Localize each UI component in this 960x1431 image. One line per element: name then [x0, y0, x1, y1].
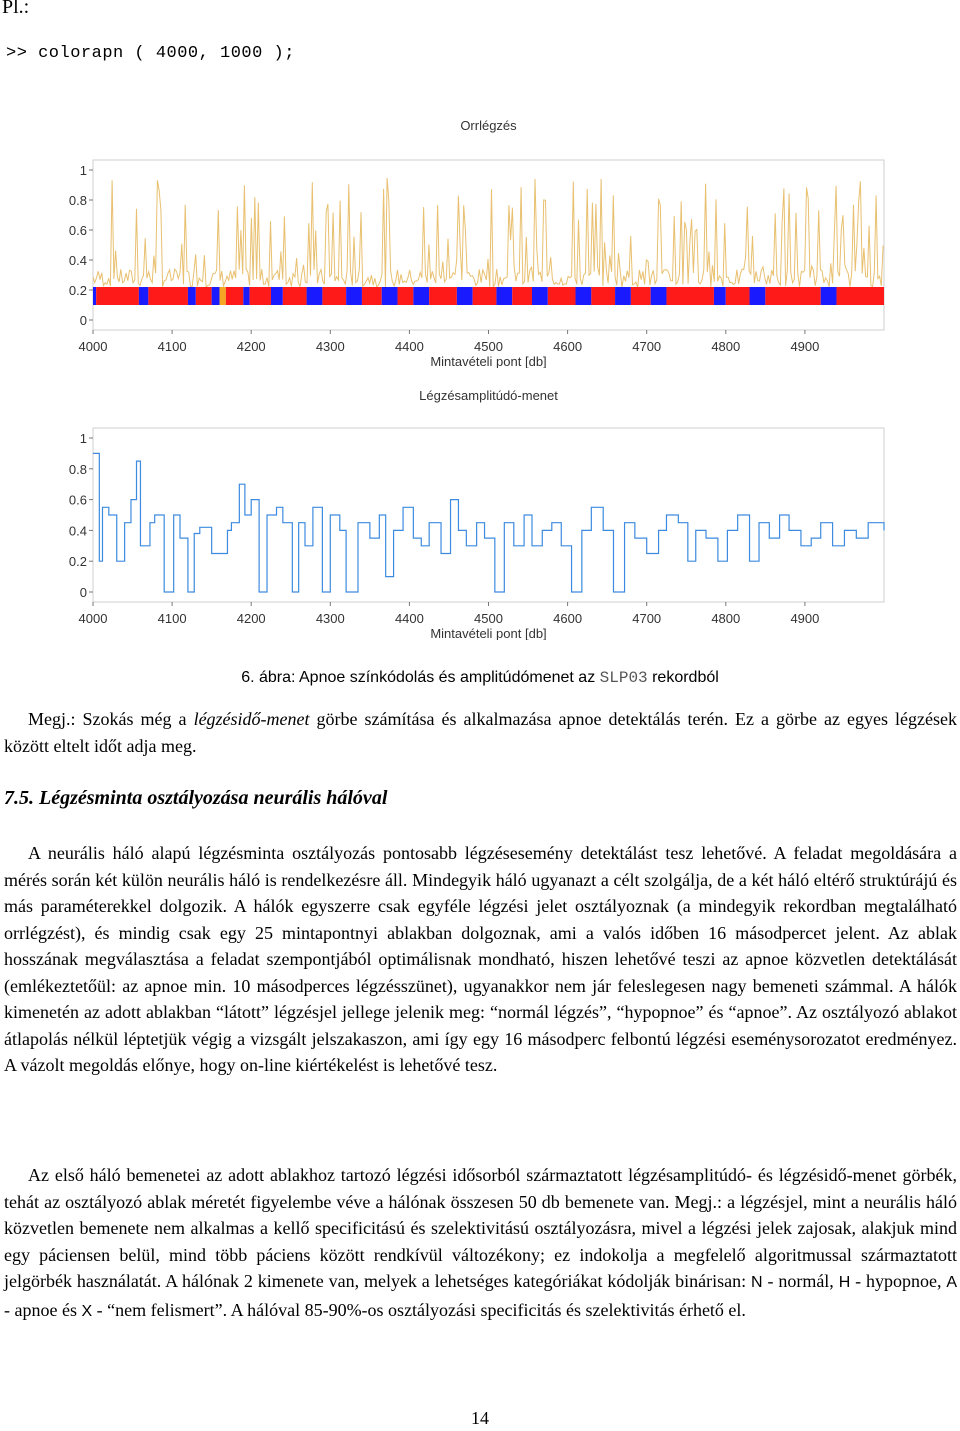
x-tick-label: 4800: [711, 611, 741, 626]
code-n: N: [751, 1274, 763, 1291]
x-tick-label: 4300: [315, 611, 345, 626]
x-axis-label: Mintavételi pont [db]: [430, 626, 547, 640]
apnoe-color-segment: [148, 287, 188, 305]
apnoe-color-segment: [93, 287, 96, 305]
apnoe-color-segment: [429, 287, 457, 305]
y-tick-label: 0.6: [68, 223, 87, 238]
example-label: Pl.:: [2, 0, 30, 18]
page-number: 14: [471, 1408, 489, 1428]
apnoe-color-segment: [346, 287, 362, 305]
x-tick-label: 4400: [394, 611, 424, 626]
apnoe-color-segment: [591, 287, 615, 305]
chart-orrlegzes: [0, 108, 960, 368]
x-tick-label: 4300: [315, 339, 345, 354]
x-tick-label: 4900: [790, 611, 820, 626]
code-a: A: [946, 1274, 958, 1291]
chart-legzesamplitudo: [0, 378, 960, 640]
x-tick-label: 4900: [790, 339, 820, 354]
x-tick-label: 4700: [632, 611, 662, 626]
section-title: Légzésminta osztályozása neurális hálóval: [39, 787, 388, 809]
x-tick-label: 4500: [474, 339, 503, 354]
apnoe-color-segment: [496, 287, 512, 305]
apnoe-color-segment: [322, 287, 346, 305]
body-paragraph-1: A neurális háló alapú légzésminta osztályozás pontosabb légzésesemény detektálást tesz lehetővé. A feladat megoldására a mérés során két külön neurális háló is rendelkezésre áll. Mindegyik háló ugyanazt a célt szolgálja, de a két háló eltérő struktúrájú és más paraméterekkel dolgozik. A hálók egyszerre csak egyféle légzési jelet osztályoznak (a mindegyik rekordban megtalálható orrlégzést), és mindig csak egy 25 mintapontnyi ablakban dolgoznak, ami a valós időben 16 másodpercet jelent. Az ablak hosszának megválasztása a feladat szempontjából optimálisnak mondható, hiszen lehetővé teszi az apnoe közvetlen detektálását (emlékeztetőül: az apnoe min. 10 másodperces légzésszünet), ugyanakkor nem jár feleslegesen nagy bemeneti számmal. A hálók kimenetén az adott ablakban “látott” légzésjel jellege jelenik meg: “normál légzés”, “hypopnoe” és “apnoe”. Az osztályozó ablakot átlapolás nélkül léptetjük végig a vizsgált jelszakaszon, ami így egy 16 másodperc felbontú légzési eseménysorozatot eredményez. A vázolt megoldás előnye, hogy on-line kiértékelést is lehetővé tesz.: [4, 843, 957, 1075]
y-tick-label: 0: [79, 585, 87, 600]
apnoe-color-segment: [398, 287, 414, 305]
apnoe-color-segment: [212, 287, 220, 305]
chart-title: Légzésamplitúdó-menet: [419, 388, 558, 403]
x-tick-label: 4200: [236, 611, 266, 626]
apnoe-color-segment: [666, 287, 713, 305]
apnoe-color-segment: [457, 287, 473, 305]
y-tick-label: 0.2: [68, 283, 87, 298]
x-tick-label: 4000: [78, 339, 108, 354]
note-lead: Megj.: Szokás még a: [28, 709, 194, 729]
y-tick-label: 0.8: [68, 193, 87, 208]
y-tick-label: 0.4: [68, 523, 87, 539]
para2-text: Az első háló bemenetei az adott ablakhoz tartozó légzési idősorból származtatott légzésamplitúdó- és légzésidő-menet görbék, tehát az osztályozó ablak méretét figyelembe véve a hálónak összesen 50 db bemenete van. Megj.: a légzésjel, mint a neurális háló közvetlen bemenete nem alkalmas a kellő specificitású és szelektivitású osztályozásra, mivel a légzési jelek zajosak, alakjuk mind egy páciensen belül, mind több páciens között rendkívül változékony; ez indokolja a megfelelő algoritmussal származtatott jelgörbék használatát. A hálónak 2 kimenete van, melyek a lehetséges kategóriákat kódolják binárisan:: [4, 1165, 957, 1291]
chart-title: Orrlégzés: [460, 118, 517, 133]
apnoe-color-segment: [548, 287, 576, 305]
apnoe-color-segment: [631, 287, 651, 305]
apnoe-color-segment: [220, 287, 226, 305]
apnoe-color-segment: [821, 287, 837, 305]
x-tick-label: 4400: [394, 339, 424, 354]
apnoe-color-segment: [196, 287, 212, 305]
label-h: - hypopnoe,: [850, 1271, 947, 1291]
apnoe-color-segment: [271, 287, 283, 305]
apnoe-color-segment: [413, 287, 429, 305]
note-rest: görbe számítása és alkalmazása apnoe detektálás terén. Ez a görbe az egyes légzések között eltelt időt adja meg.: [4, 709, 957, 756]
y-tick-label: 0.8: [68, 461, 87, 477]
apnoe-color-segment: [362, 287, 382, 305]
x-tick-label: 4600: [553, 339, 583, 354]
apnoe-color-segment: [188, 287, 196, 305]
apnoe-color-segment: [714, 287, 726, 305]
apnoe-color-segment: [532, 287, 548, 305]
apnoe-color-segment: [726, 287, 750, 305]
apnoe-color-segment: [615, 287, 631, 305]
apnoe-color-segment: [283, 287, 307, 305]
x-tick-label: 4800: [711, 339, 741, 354]
apnoe-color-segment: [750, 287, 766, 305]
caption-text: 6. ábra: Apnoe színkódolás és amplitúdómenet az: [241, 669, 600, 686]
x-axis-label: Mintavételi pont [db]: [430, 354, 547, 368]
apnoe-color-segment: [576, 287, 592, 305]
x-tick-label: 4600: [553, 611, 583, 626]
caption-text-end: rekordból: [647, 669, 719, 686]
x-tick-label: 4200: [236, 339, 266, 354]
apnoe-color-segment: [243, 287, 249, 305]
section-heading: [4, 787, 387, 810]
apnoe-color-segment: [250, 287, 271, 305]
figure-caption: [0, 669, 960, 687]
y-tick-label: 0.2: [68, 554, 87, 570]
y-tick-label: 1: [79, 163, 87, 178]
code-x: X: [81, 1302, 93, 1320]
x-tick-label: 4100: [157, 339, 187, 354]
apnoe-color-segment: [473, 287, 497, 305]
x-tick-label: 4100: [157, 611, 187, 626]
caption-record-code: SLP03: [599, 669, 648, 687]
x-tick-label: 4000: [78, 611, 108, 626]
apnoe-color-segment: [512, 287, 532, 305]
label-a: - apnoe és: [4, 1299, 82, 1320]
y-tick-label: 1: [79, 431, 87, 446]
y-tick-label: 0.6: [68, 492, 87, 508]
body-paragraph-2: [4, 1162, 957, 1325]
apnoe-color-segment: [307, 287, 323, 305]
apnoe-color-segment: [837, 287, 884, 305]
code-h: H: [838, 1274, 851, 1291]
apnoe-color-segment: [765, 287, 820, 305]
matlab-command: >> colorapn ( 4000, 1000 );: [6, 44, 295, 63]
x-tick-label: 4700: [632, 339, 662, 354]
label-n: - normál,: [762, 1271, 839, 1291]
y-tick-label: 0: [79, 313, 87, 328]
label-x: - “nem felismert”. A hálóval 85-90%-os osztályozási specificitás és szelektivitás érhető el.: [92, 1299, 746, 1320]
note-paragraph: [4, 706, 957, 759]
plot-frame: [93, 428, 884, 602]
section-number: 7.5.: [4, 787, 34, 809]
apnoe-color-segment: [651, 287, 667, 305]
apnoe-color-segment: [96, 287, 139, 305]
note-italic-term: légzésidő-menet: [193, 709, 310, 729]
y-tick-label: 0.4: [68, 253, 87, 268]
apnoe-color-segment: [382, 287, 398, 305]
apnoe-color-segment: [139, 287, 148, 305]
apnoe-color-segment: [226, 287, 243, 305]
x-tick-label: 4500: [474, 611, 503, 626]
